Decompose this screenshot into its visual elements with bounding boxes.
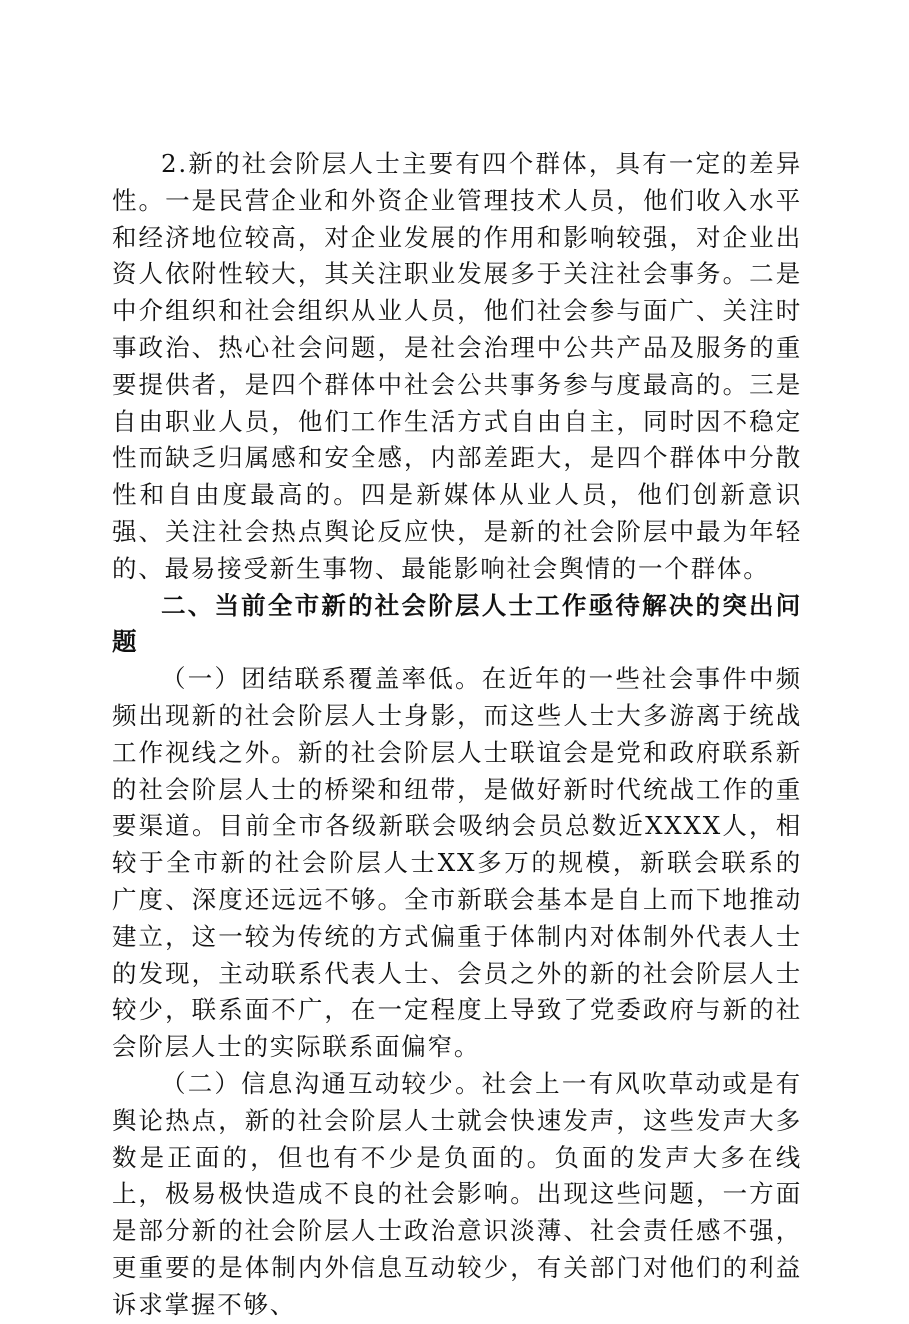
item-1-lead: （一）团结联系覆盖率低。: [161, 664, 482, 694]
section-heading: 二、当前全市新的社会阶层人士工作亟待解决的突出问题: [112, 590, 802, 657]
paragraph-coverage-issue: [112, 661, 802, 1066]
item-2-lead: （二）信息沟通互动较少。: [161, 1068, 482, 1098]
paragraph-communication-issue: [112, 1066, 802, 1324]
document-body: [112, 146, 802, 1324]
item-1-body: 在近年的一些社会事件中频频出现新的社会阶层人士身影，而这些人士大多游离于统战工作视线之外。新的社会阶层人士联谊会是党和政府联系新的社会阶层人士的桥梁和纽带，是做好新时代统战工作的重要渠道。目前全市各级新联会吸纳会员总数近XXXX人，相较于全市新的社会阶层人士XX多万的规模，新联会联系的广度、深度还远远不够。全市新联会基本是自上而下地推动建立，这一较为传统的方式偏重于体制内对体制外代表人士的发现，主动联系代表人士、会员之外的新的社会阶层人士较少，联系面不广，在一定程度上导致了党委政府与新的社会阶层人士的实际联系面偏窄。: [112, 664, 802, 1062]
item-2-body: 社会上一有风吹草动或是有舆论热点，新的社会阶层人士就会快速发声，这些发声大多数是正面的，但也有不少是负面的。负面的发声大多在线上，极易极快造成不良的社会影响。出现这些问题，一方面是部分新的社会阶层人士政治意识淡薄、社会责任感不强，更重要的是体制内外信息互动较少，有关部门对他们的利益诉求掌握不够、: [112, 1068, 802, 1319]
paragraph-social-groups: 2.新的社会阶层人士主要有四个群体，具有一定的差异性。一是民营企业和外资企业管理技术人员，他们收入水平和经济地位较高，对企业发展的作用和影响较强，对企业出资人依附性较大，其关注职业发展多于关注社会事务。二是中介组织和社会组织从业人员，他们社会参与面广、关注时事政治、热心社会问题，是社会治理中公共产品及服务的重要提供者，是四个群体中社会公共事务参与度最高的。三是自由职业人员，他们工作生活方式自由自主，同时因不稳定性而缺乏归属感和安全感，内部差距大，是四个群体中分散性和自由度最高的。四是新媒体从业人员，他们创新意识强、关注社会热点舆论反应快，是新的社会阶层中最为年轻的、最易接受新生事物、最能影响社会舆情的一个群体。: [112, 149, 802, 583]
